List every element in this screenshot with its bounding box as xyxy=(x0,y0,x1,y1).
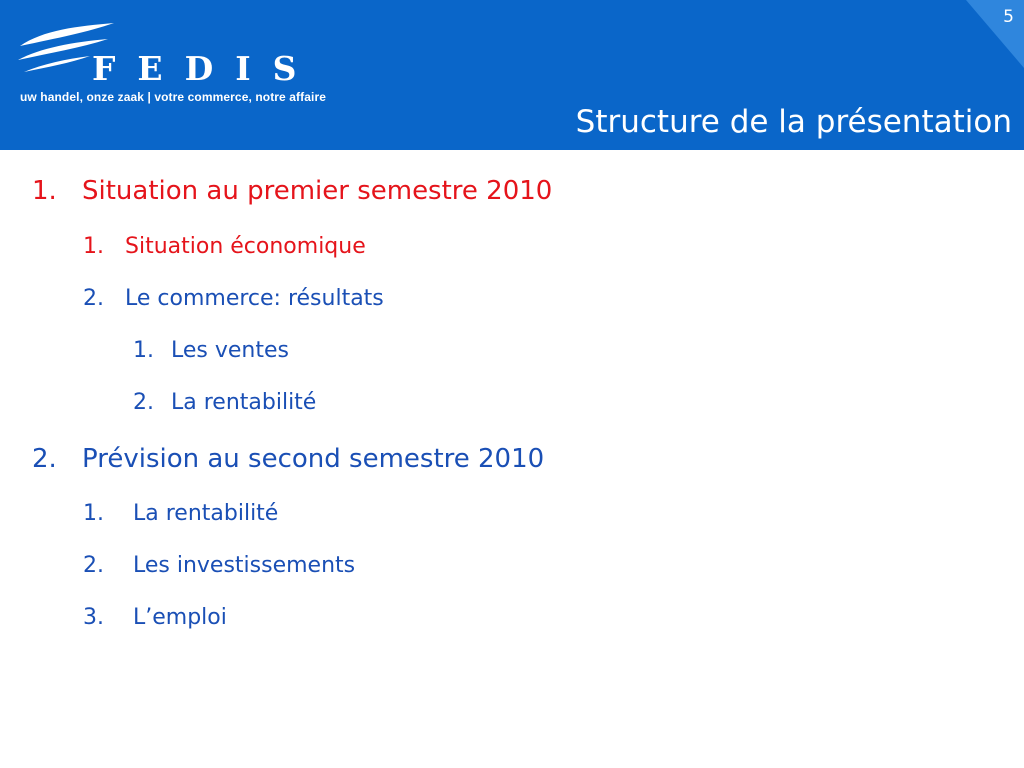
outline-item xyxy=(32,444,544,474)
outline-number: 2. xyxy=(83,553,104,578)
page-number: 5 xyxy=(1003,7,1014,27)
outline-text: Les investissements xyxy=(133,553,356,578)
outline-number: 2. xyxy=(32,444,57,474)
outline-number: 1. xyxy=(83,234,104,259)
outline-item xyxy=(133,390,316,415)
outline-number: 1. xyxy=(32,176,57,206)
outline-item xyxy=(83,501,278,526)
outline-text: Situation au premier semestre 2010 xyxy=(82,176,553,206)
outline-number: 2. xyxy=(83,286,104,311)
outline-text: La rentabilité xyxy=(171,390,317,415)
outline-number: 1. xyxy=(133,338,154,363)
outline-text: La rentabilité xyxy=(133,501,279,526)
outline-number: 1. xyxy=(83,501,104,526)
logo-wordmark: FEDIS xyxy=(92,49,319,88)
slide-title: Structure de la présentation xyxy=(575,104,1012,140)
outline-item xyxy=(133,338,289,363)
outline-item xyxy=(83,286,384,311)
outline-number: 3. xyxy=(83,605,104,630)
outline-item xyxy=(83,605,227,630)
slide-header xyxy=(0,0,1024,150)
outline-text: L’emploi xyxy=(133,605,227,630)
logo-tagline: uw handel, onze zaak | votre commerce, notre affaire xyxy=(20,90,326,104)
outline-number: 2. xyxy=(133,390,154,415)
outline-item xyxy=(83,553,355,578)
corner-fold xyxy=(966,0,1024,68)
outline-item xyxy=(83,234,366,259)
outline-item xyxy=(32,176,552,206)
outline-text: Les ventes xyxy=(171,338,289,363)
outline-text: Le commerce: résultats xyxy=(125,286,384,311)
outline-text: Prévision au second semestre 2010 xyxy=(82,444,545,474)
outline-text: Situation économique xyxy=(125,234,366,259)
